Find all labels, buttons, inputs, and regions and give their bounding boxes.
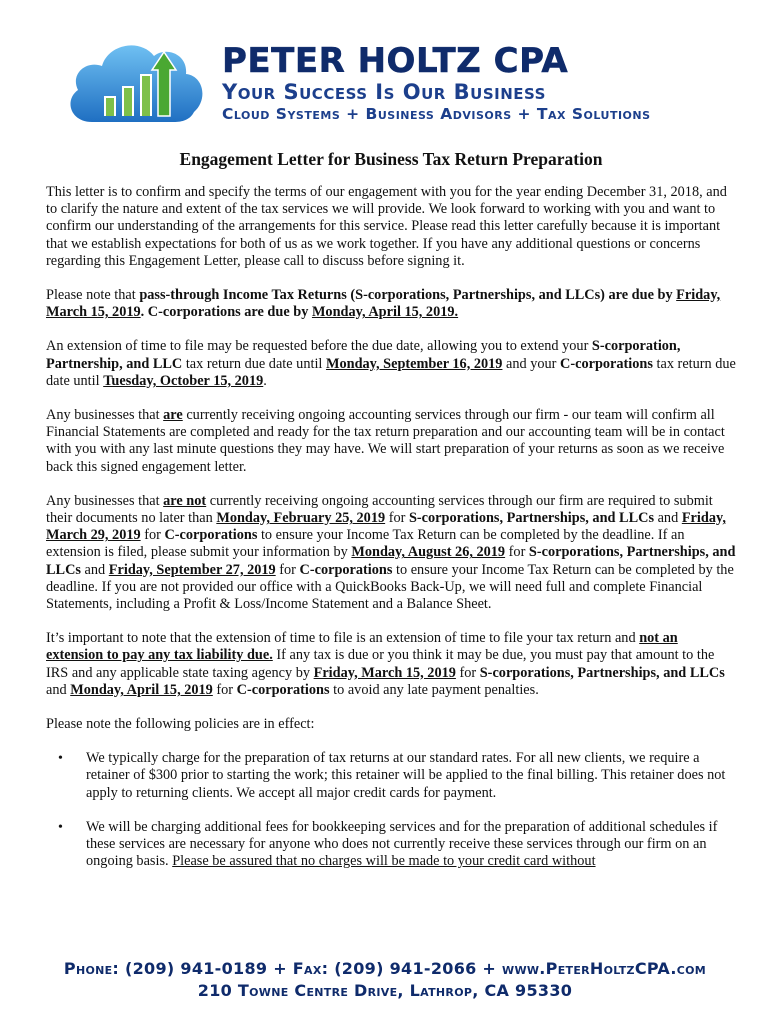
letterhead (0, 0, 770, 140)
list-item: • We will be charging additional fees for bookkeeping services and for the preparation of additional schedules if these services are necessary for anyone who does not currently receive these services through our firm on an ongoing basis. Please be assured that no charges will be made to your credit card without (46, 819, 736, 871)
brand-name: PETER HOLTZ CPA (222, 41, 569, 81)
brand-tagline: Your Success Is Our Business (222, 80, 546, 104)
due-dates-paragraph: Please note that pass-through Income Tax Returns (S-corporations, Partnerships, and LLCs) are due by Friday, March 15, 2019. C-corporations are due by Monday, April 15, 2019. (46, 287, 721, 321)
letter-body (46, 148, 736, 888)
payment-paragraph: It’s important to note that the extension of time to file is an extension of time to file your tax return and not an extension to pay any tax liability due. If any tax is due or you think it may be due, you must pay that amount to the IRS and any applicable state taxing agency by Friday, March 15, 2019 for S-corporations, Partnerships, and LLCs and Monday, April 15, 2019 for C-corporations to avoid any late payment penalties. (46, 630, 725, 698)
cloud-growth-logo-icon (62, 30, 212, 134)
brand-subtagline: Cloud Systems + Business Advisors + Tax Solutions (222, 105, 651, 123)
list-item: • We typically charge for the preparation of tax returns at our standard rates. For all new clients, we require a retainer of $300 prior to starting the work; this retainer will be applied to the final billing. This retainer does not apply to returning clients. We accept all major credit cards for payment. (46, 750, 736, 802)
extension-paragraph: An extension of time to file may be requested before the due date, allowing you to extend your S-corporation, Partnership, and LLC tax return due date until Monday, September 16, 2019 and your C-corporations tax return due date until Tuesday, October 15, 2019. (46, 338, 736, 389)
intro-paragraph: This letter is to confirm and specify the terms of our engagement with you for the year ending December 31, 2018, and to clarify the nature and extent of the tax services we will provide. We look forward to working with you and want to confirm our understanding of the arrangements for this service. Please read this letter carefully because it is important that we establish expectations for both of us as we work together. If you have any additional questions or concerns regarding this Engagement Letter, please call to discuss before signing it. (46, 184, 727, 269)
policies-intro: Please note the following policies are in effect: (46, 716, 315, 733)
policy-list (46, 750, 736, 870)
new-clients-paragraph: Any businesses that are not currently receiving ongoing accounting services through our firm are required to submit their documents no later than Monday, February 25, 2019 for S-corporations, Partnerships, and LLCs and Friday, March 29, 2019 for C-corporations to ensure your Income Tax Return can be completed by the deadline. If an extension is filed, please submit your information by Monday, August 26, 2019 for S-corporations, Partnerships, and LLCs and Friday, September 27, 2019 for C-corporations to ensure your Income Tax Return can be completed by the deadline. If you are not provided our office with a QuickBooks Back-Up, we will need full and complete Financial Statements, including a Profit & Loss/Income Statement and a Balance Sheet. (46, 492, 736, 613)
footer-address: 210 Towne Centre Drive, Lathrop, CA 95330 (197, 981, 573, 1000)
letter-title: Engagement Letter for Business Tax Return Preparation (179, 149, 603, 169)
footer-contact: Phone: (209) 941-0189 + Fax: (209) 941-2066 + www.PeterHoltzCPA.com (63, 959, 707, 978)
letterhead-footer (0, 958, 770, 1002)
ongoing-clients-paragraph: Any businesses that are currently receiving ongoing accounting services through our firm - our team will confirm all Financial Statements are completed and ready for the tax return preparation and our accounting team will be in contact with you with any last minute questions they may have. We will start preparation of your returns as soon as we receive back this signed engagement letter. (46, 407, 725, 475)
brand-block (222, 42, 742, 124)
